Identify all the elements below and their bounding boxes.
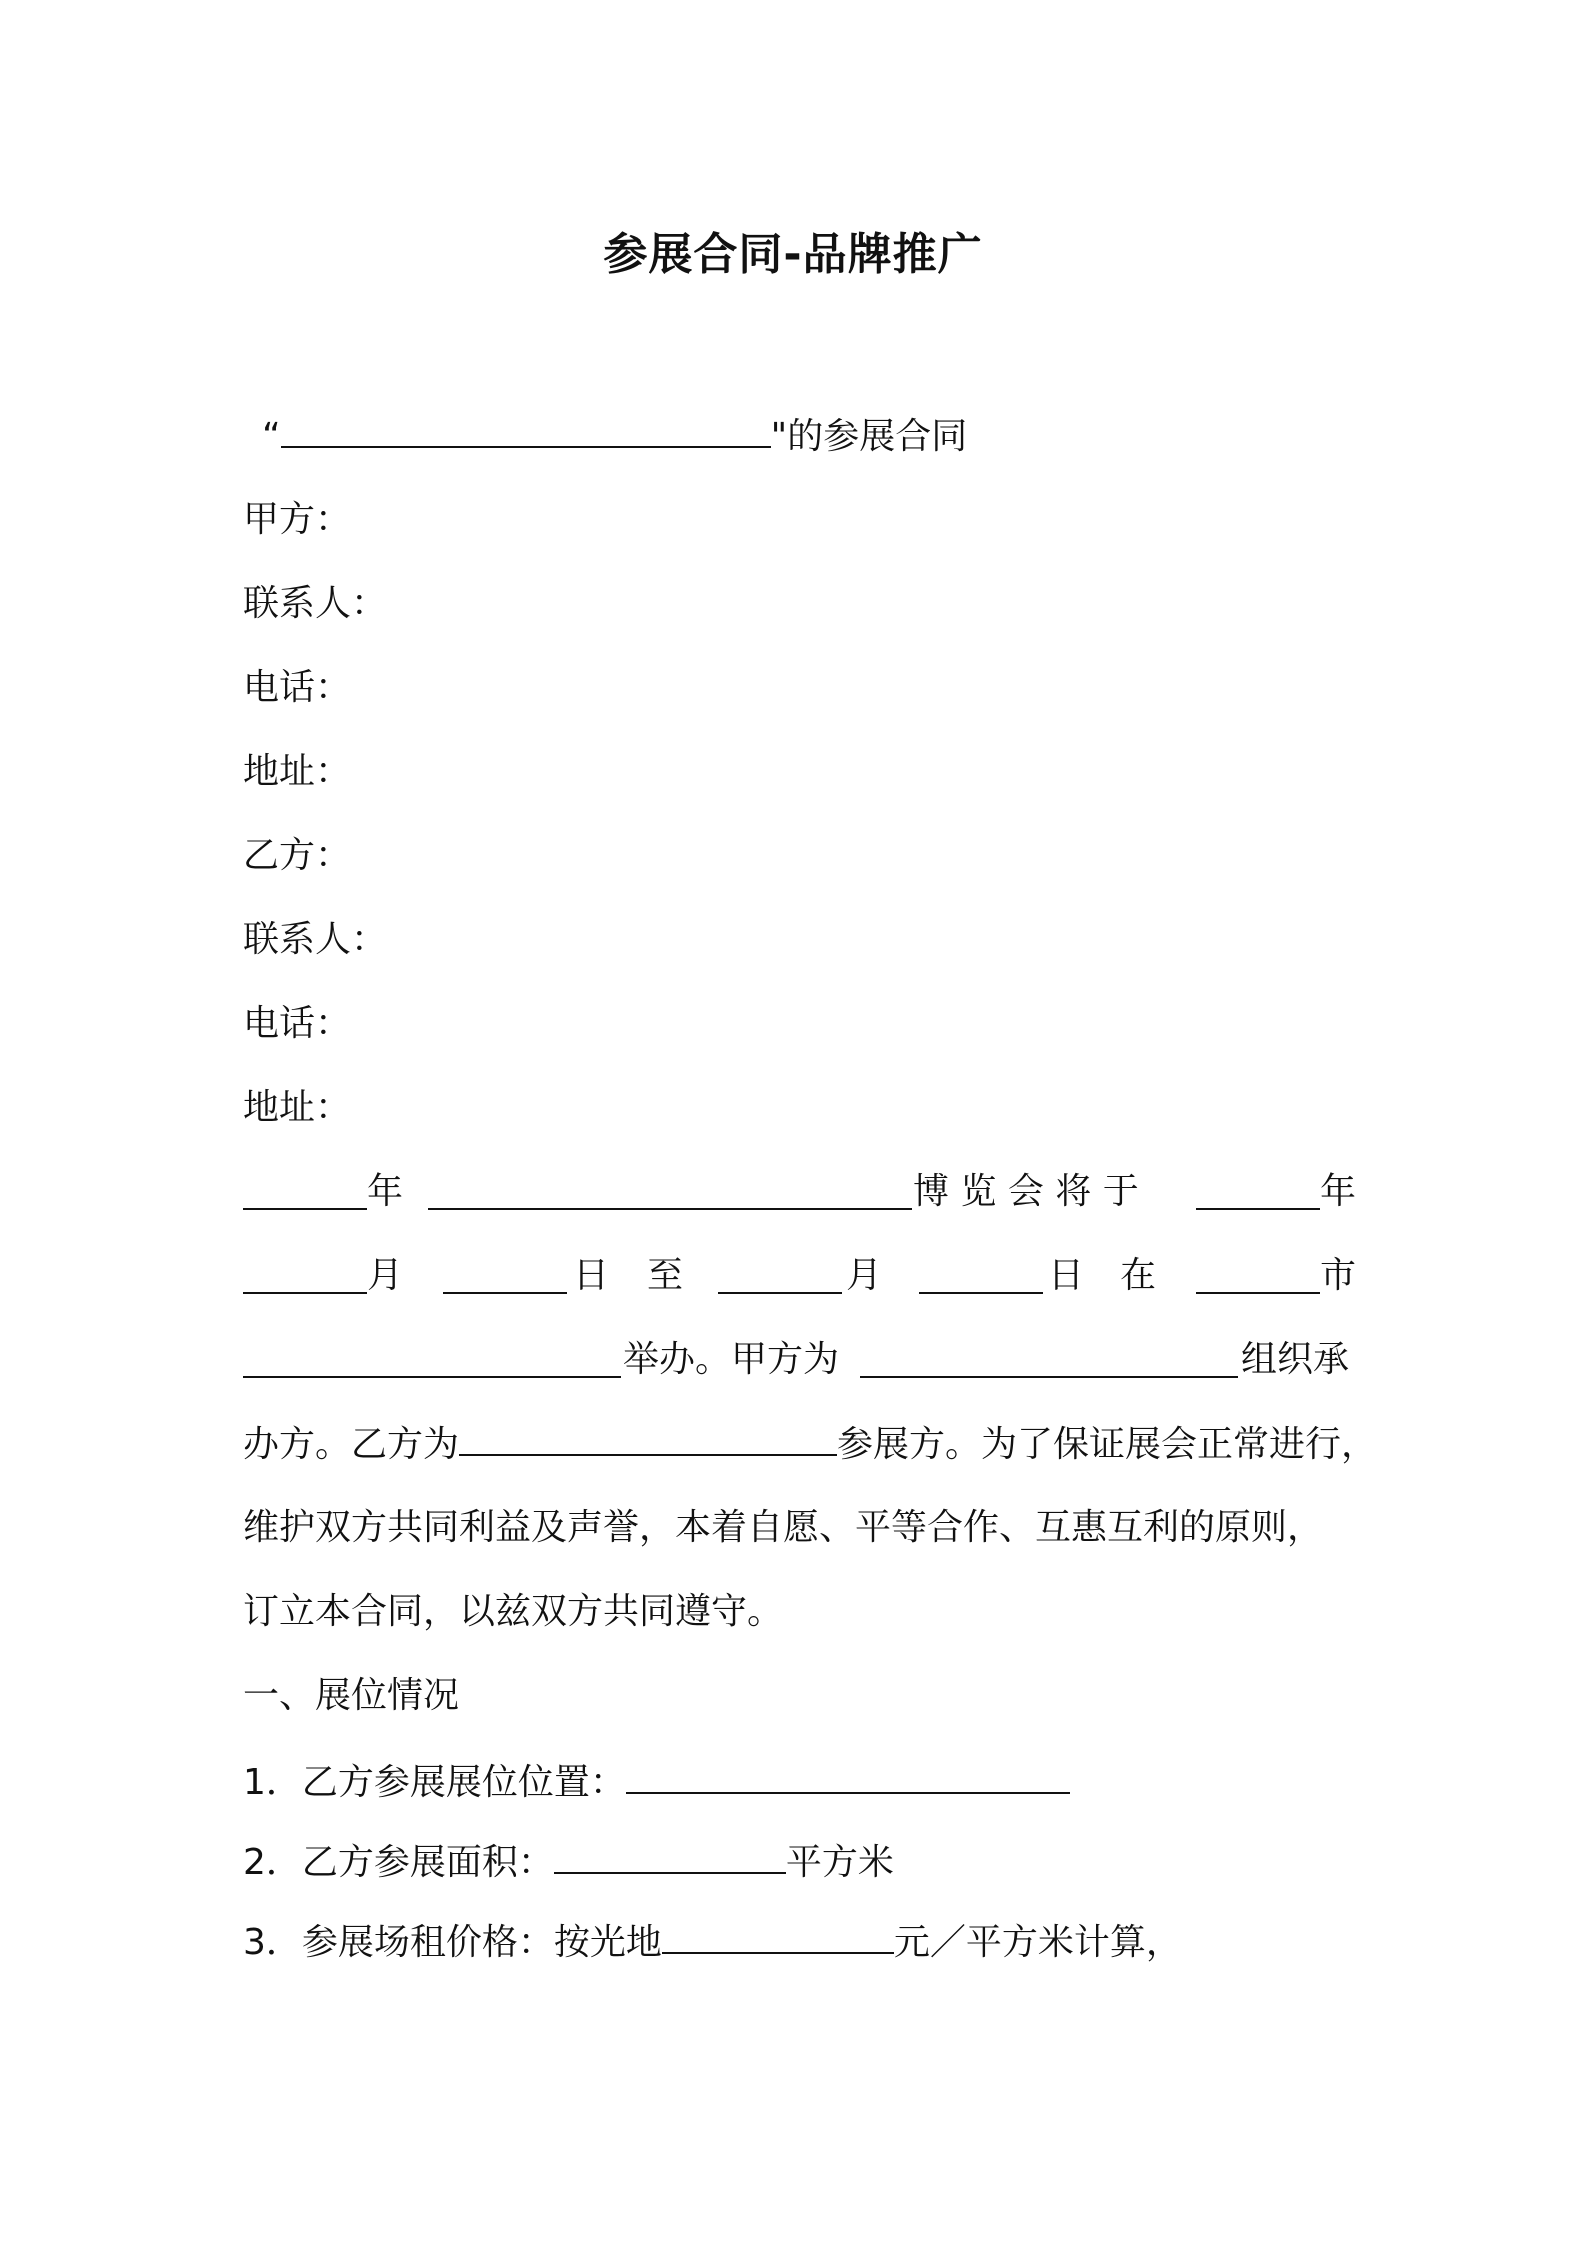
item-2 bbox=[243, 1838, 894, 1887]
text-line4a: 办方。乙方为 bbox=[243, 1424, 460, 1465]
item-3 bbox=[243, 1918, 1182, 1967]
organizer-role-blank bbox=[860, 1342, 1238, 1378]
section-1-title: 一、展位情况 bbox=[243, 1675, 460, 1716]
text-in: 在 bbox=[1120, 1255, 1157, 1296]
text-expo: 博 览 会 将 于 bbox=[913, 1171, 1139, 1212]
month-blank-2 bbox=[718, 1258, 842, 1294]
text-day-1: 日 bbox=[573, 1255, 610, 1296]
text-org: 组织承 bbox=[1241, 1339, 1350, 1380]
text-to: 至 bbox=[647, 1255, 684, 1296]
item-2-label: 2．乙方参展面积： bbox=[243, 1842, 554, 1883]
party-a-contact-label: 联系人： bbox=[243, 583, 388, 624]
text-year-1: 年 bbox=[367, 1171, 404, 1212]
day-blank-1 bbox=[443, 1258, 567, 1294]
party-a-phone-label: 电话： bbox=[243, 667, 352, 708]
text-year-2: 年 bbox=[1320, 1171, 1357, 1212]
paragraph-line-4 bbox=[243, 1420, 1377, 1469]
contract-subtitle bbox=[262, 412, 967, 461]
booth-area-blank bbox=[554, 1838, 786, 1874]
subtitle-prefix: “ bbox=[262, 416, 281, 457]
text-day-2: 日 bbox=[1048, 1255, 1085, 1296]
paragraph-line-3 bbox=[243, 1336, 1355, 1624]
exhibitor-role-blank bbox=[459, 1420, 837, 1456]
item-1-label: 1．乙方参展展位位置： bbox=[243, 1762, 626, 1803]
year-blank-1 bbox=[243, 1174, 367, 1210]
item-3-unit: 元／平方米计算， bbox=[893, 1922, 1182, 1963]
text-month-1: 月 bbox=[367, 1255, 404, 1296]
text-month-2: 月 bbox=[846, 1255, 883, 1296]
paragraph-line-6: 订立本合同，以兹双方共同遵守。 bbox=[243, 1591, 784, 1632]
exhibition-name-blank bbox=[281, 412, 771, 448]
paragraph-line-5: 维护双方共同利益及声誉，本着自愿、平等合作、互惠互利的原则， bbox=[243, 1507, 1324, 1548]
rent-price-blank bbox=[662, 1918, 894, 1954]
party-a-address-label: 地址： bbox=[243, 751, 352, 792]
subtitle-suffix: "的参展合同 bbox=[770, 416, 968, 457]
text-city: 市 bbox=[1320, 1255, 1357, 1296]
item-3-label: 3．参展场租价格：按光地 bbox=[243, 1922, 662, 1963]
booth-location-blank bbox=[626, 1758, 1070, 1794]
item-2-unit: 平方米 bbox=[785, 1842, 894, 1883]
item-1 bbox=[243, 1758, 1070, 1807]
year-blank-2 bbox=[1196, 1174, 1320, 1210]
party-b-contact-label: 联系人： bbox=[243, 919, 388, 960]
text-held: 举办。甲方为 bbox=[623, 1339, 840, 1380]
party-a-label: 甲方： bbox=[243, 499, 352, 540]
text-line4b: 参展方。为了保证展会正常进行， bbox=[837, 1424, 1378, 1465]
expo-name-blank bbox=[428, 1174, 912, 1210]
party-b-address-label: 地址： bbox=[243, 1087, 352, 1128]
party-b-phone-label: 电话： bbox=[243, 1003, 352, 1044]
month-blank-1 bbox=[243, 1258, 367, 1294]
venue-blank bbox=[243, 1342, 621, 1378]
city-blank bbox=[1196, 1258, 1320, 1294]
day-blank-2 bbox=[919, 1258, 1043, 1294]
document-title: 参展合同-品牌推广 bbox=[603, 229, 983, 280]
party-b-label: 乙方： bbox=[243, 835, 352, 876]
